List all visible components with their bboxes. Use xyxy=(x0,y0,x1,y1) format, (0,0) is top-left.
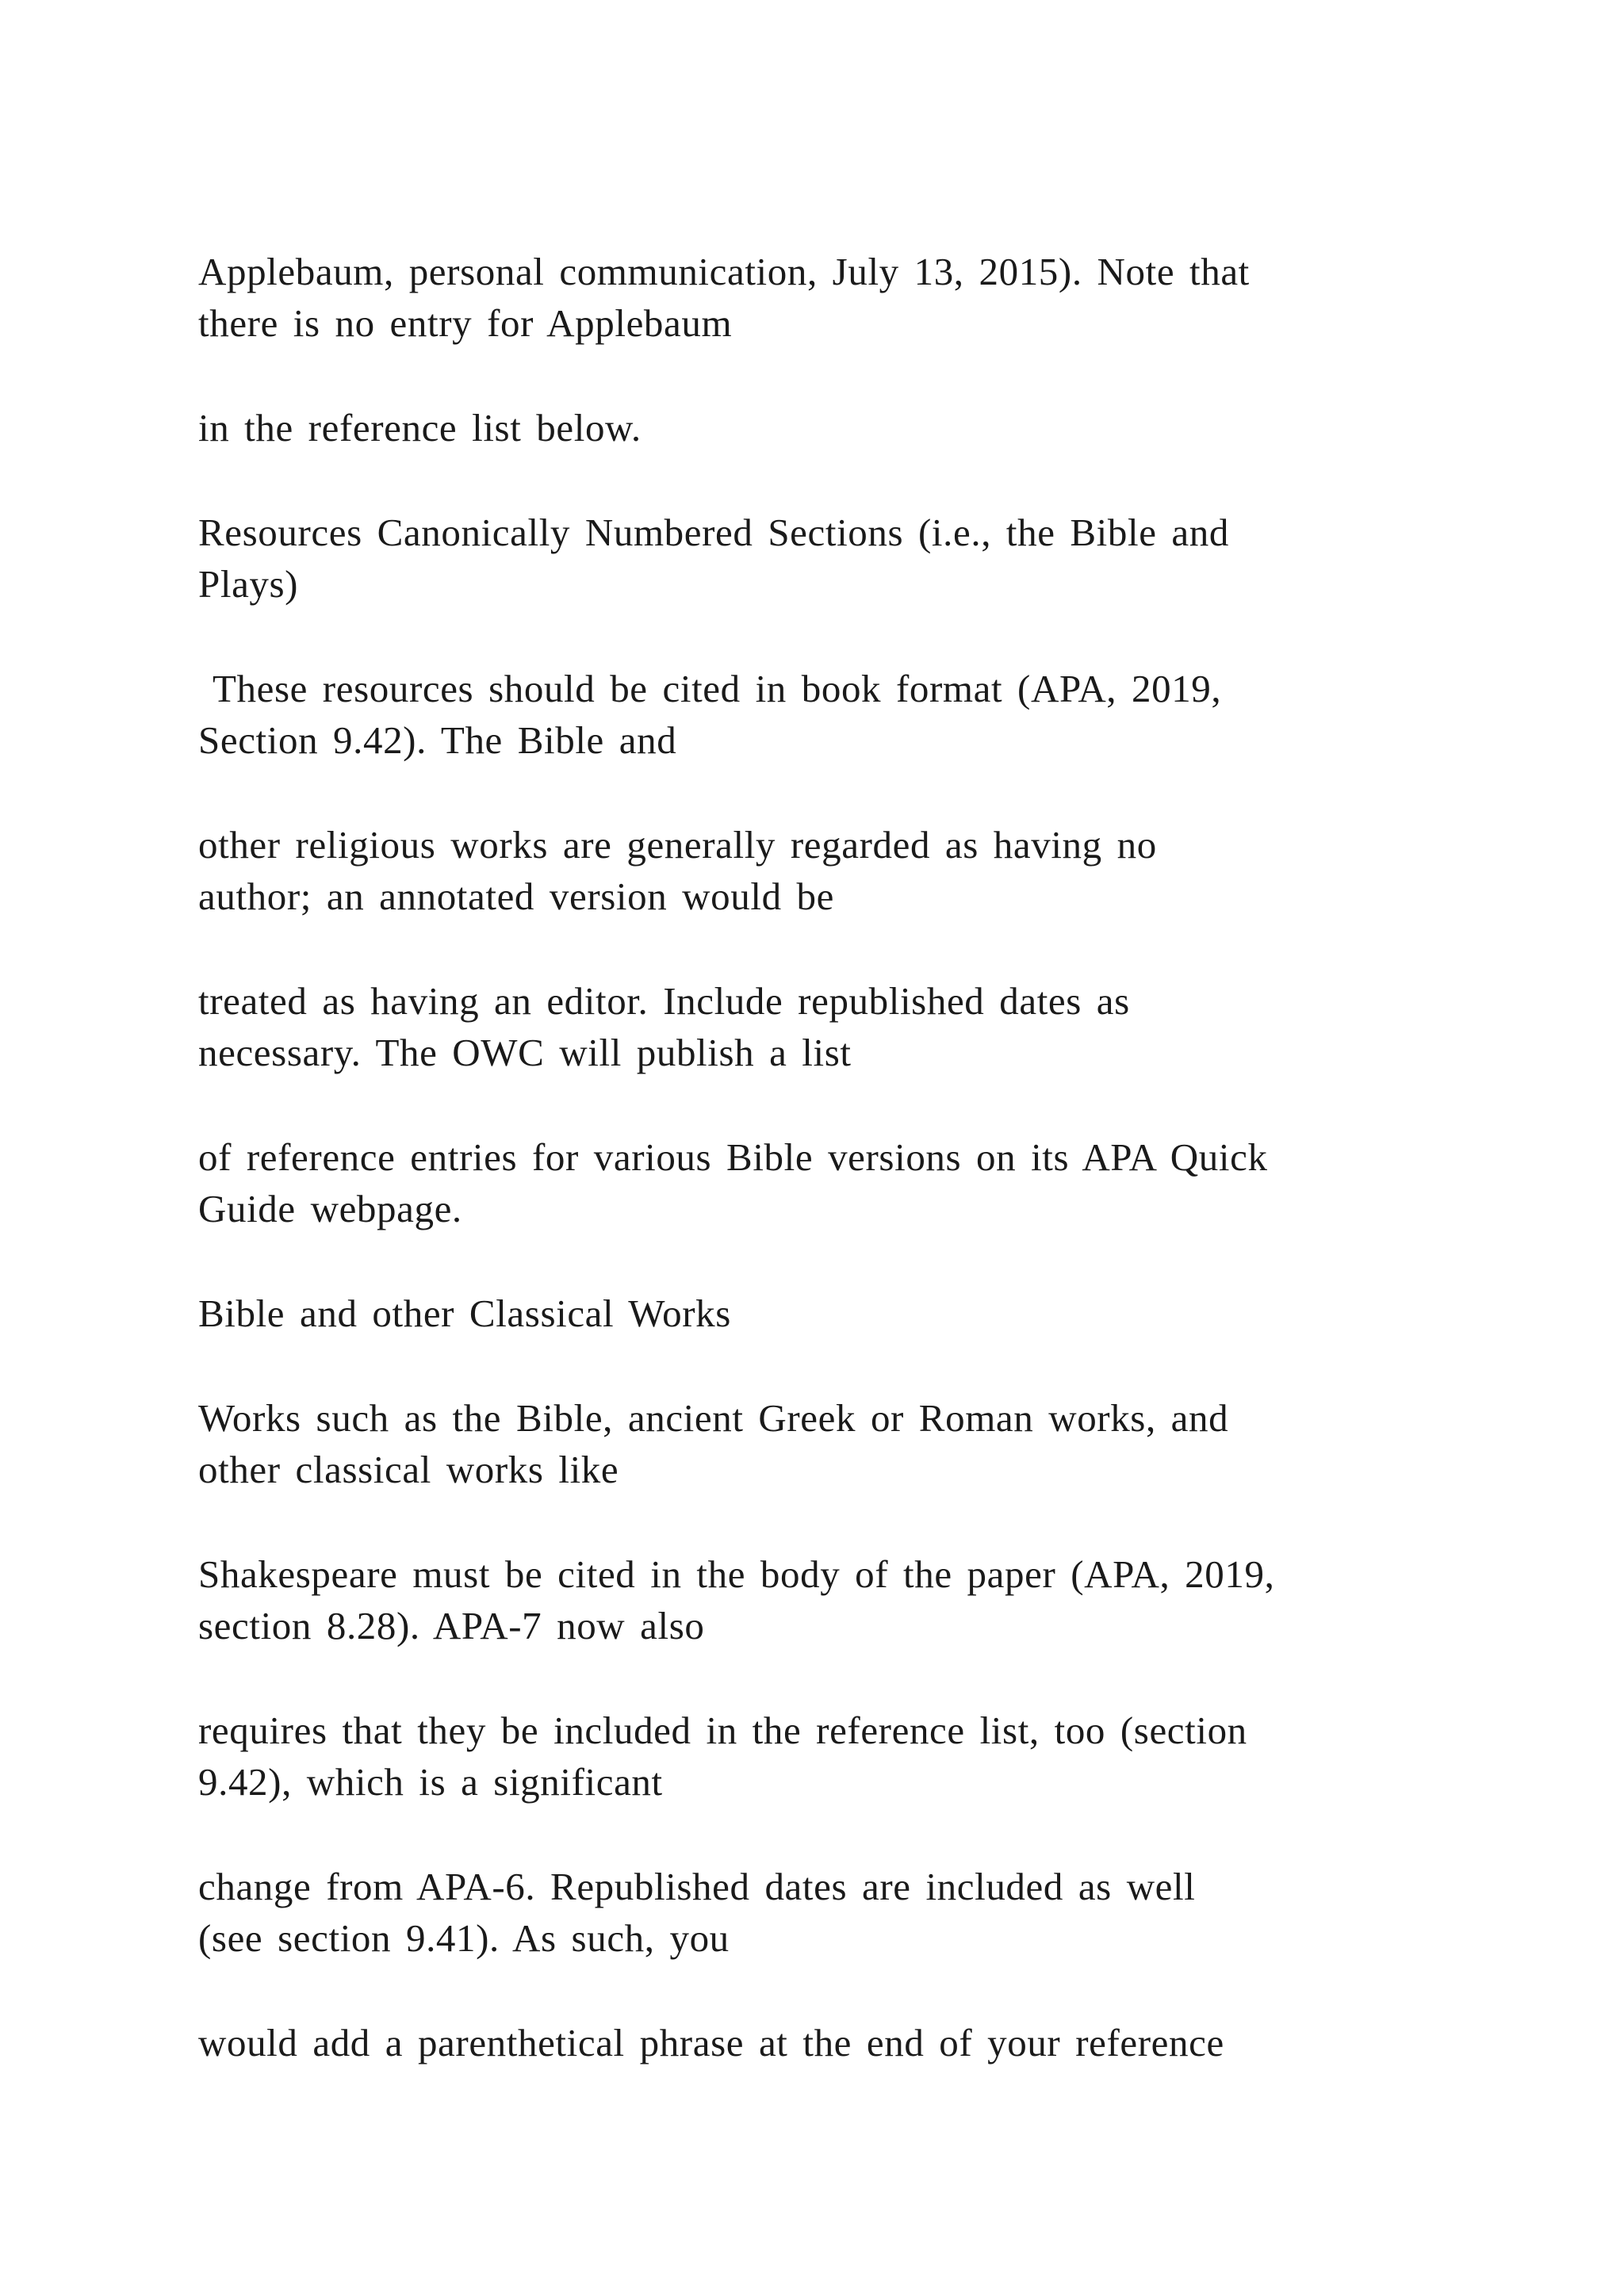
paragraph-personal-communication xyxy=(198,246,1451,349)
text-line: Works such as the Bible, ancient Greek or Roman works, and xyxy=(198,1396,1229,1440)
text-line: (see section 9.41). As such, you xyxy=(198,1916,730,1960)
text-line: other classical works like xyxy=(198,1448,619,1491)
document-body xyxy=(198,246,1451,2122)
text-line: 9.42), which is a significant xyxy=(198,1760,663,1804)
text-line: Bible and other Classical Works xyxy=(198,1292,731,1335)
paragraph-bible-versions xyxy=(198,1131,1451,1234)
paragraph-editor-dates xyxy=(198,975,1451,1078)
text-line: in the reference list below. xyxy=(198,406,642,450)
text-line: change from APA-6. Republished dates are included as well xyxy=(198,1865,1196,1908)
text-line: of reference entries for various Bible versions on its APA Quick xyxy=(198,1135,1268,1179)
paragraph-classical-examples xyxy=(198,1392,1451,1495)
section-heading-canonically-numbered xyxy=(198,507,1451,610)
paragraph-parenthetical-phrase xyxy=(198,2017,1451,2068)
text-line: Section 9.42). The Bible and xyxy=(198,718,677,762)
text-line: Resources Canonically Numbered Sections (i.e., the Bible and xyxy=(198,511,1229,554)
text-line: necessary. The OWC will publish a list xyxy=(198,1031,852,1074)
text-line: there is no entry for Applebaum xyxy=(198,301,733,345)
paragraph-book-format xyxy=(198,663,1451,766)
paragraph-reference-list-requirement xyxy=(198,1705,1451,1808)
section-heading-classical-works xyxy=(198,1288,1451,1339)
text-line: author; an annotated version would be xyxy=(198,874,834,918)
text-line: section 8.28). APA-7 now also xyxy=(198,1604,705,1647)
text-line: other religious works are generally regarded as having no xyxy=(198,823,1157,867)
paragraph-shakespeare-citation xyxy=(198,1548,1451,1651)
text-line: would add a parenthetical phrase at the end of your reference xyxy=(198,2021,1224,2064)
text-line: Applebaum, personal communication, July 13, 2015). Note that xyxy=(198,250,1250,293)
text-line: treated as having an editor. Include republished dates as xyxy=(198,979,1130,1023)
text-line: Plays) xyxy=(198,562,299,606)
paragraph-apa6-change xyxy=(198,1861,1451,1964)
text-line: requires that they be included in the reference list, too (section xyxy=(198,1709,1247,1752)
text-line: These resources should be cited in book format (APA, 2019, xyxy=(198,667,1222,710)
paragraph-reference-list-note xyxy=(198,402,1451,453)
text-line: Shakespeare must be cited in the body of the paper (APA, 2019, xyxy=(198,1552,1275,1596)
paragraph-religious-works xyxy=(198,819,1451,922)
text-line: Guide webpage. xyxy=(198,1187,462,1230)
